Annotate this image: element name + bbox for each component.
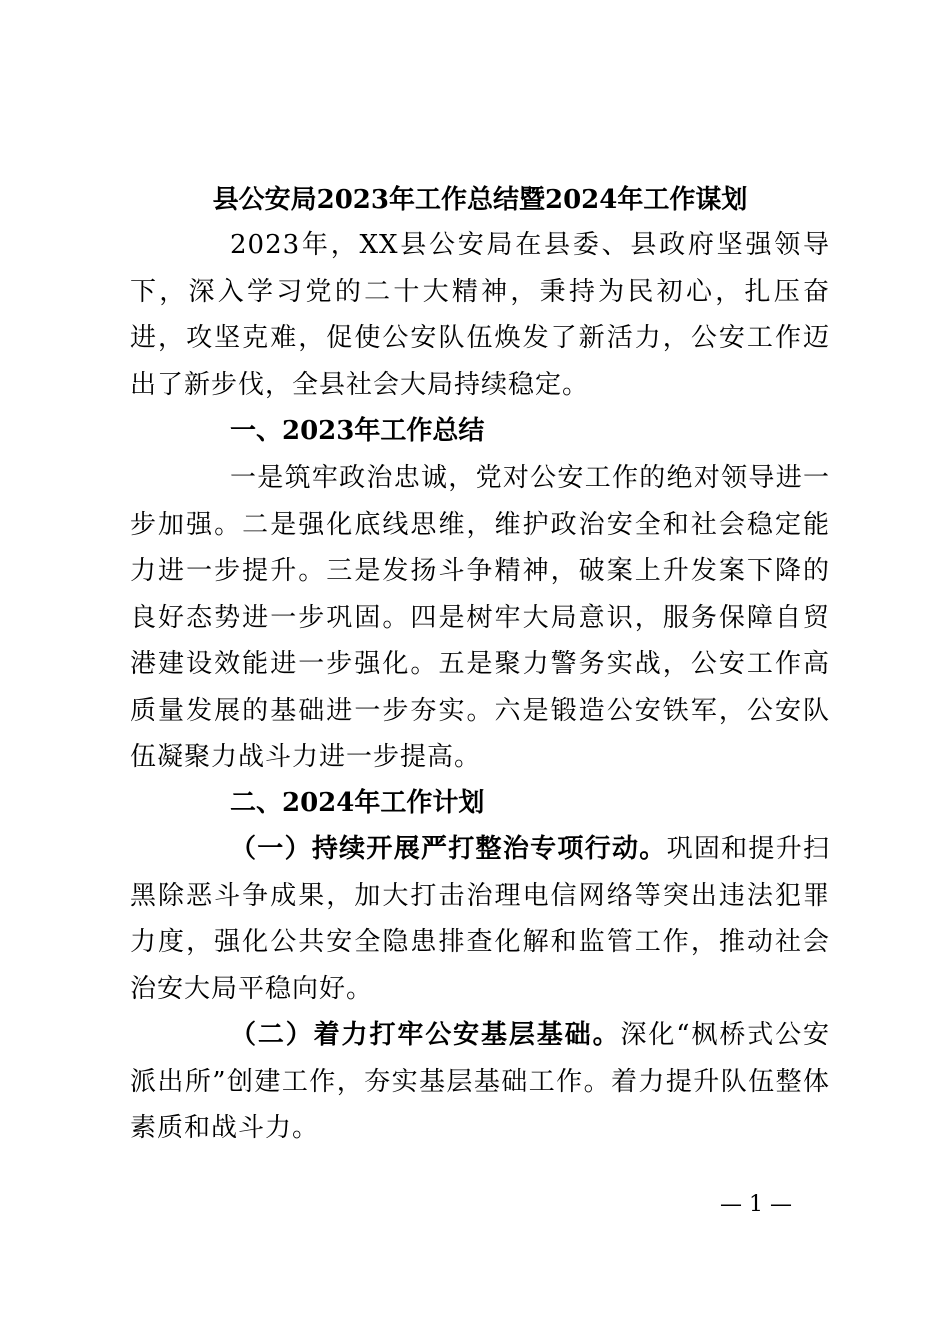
page-number: — 1 — bbox=[720, 1192, 792, 1217]
plan-item-2 bbox=[130, 1012, 830, 1152]
plan-item-1-lead: （一）持续开展严打整治专项行动。 bbox=[230, 834, 667, 864]
section-heading-summary: 一、2023年工作总结 bbox=[230, 416, 485, 446]
summary-paragraph: 一是筑牢政治忠诚，党对公安工作的绝对领导进一步加强。二是强化底线思维，维护政治安全和社会稳定能力进一步提升。三是发扬斗争精神，破案上升发案下降的良好态势进一步巩固。四是树牢大局意识，服务保障自贸港建设效能进一步强化。五是聚力警务实战，公安工作高质量发展的基础进一步夯实。六是锻造公安铁军，公安队伍凝聚力战斗力进一步提高。 bbox=[130, 463, 830, 772]
plan-item-1-text: 巩固和提升扫黑除恶斗争成果，加大打击治理电信网络等突出违法犯罪力度，强化公共安全隐患排查化解和监管工作，推动社会治安大局平稳向好。 bbox=[130, 834, 830, 1004]
plan-item-2-lead: （二）着力打牢公安基层基础。 bbox=[230, 1020, 621, 1050]
section-heading-plan: 二、2024年工作计划 bbox=[230, 788, 485, 818]
intro-paragraph: 2023年，XX县公安局在县委、县政府坚强领导下，深入学习党的二十大精神，秉持为民初心，扎压奋进，攻坚克难，促使公安队伍焕发了新活力，公安工作迈出了新步伐，全县社会大局持续稳定。 bbox=[130, 230, 830, 400]
plan-item-2-text: 深化“枫桥式公安派出所”创建工作，夯实基层基础工作。着力提升队伍整体素质和战斗力。 bbox=[130, 1020, 830, 1143]
document-title: 县公安局2023年工作总结暨2024年工作谋划 bbox=[212, 185, 748, 215]
plan-item-1 bbox=[130, 826, 830, 1012]
